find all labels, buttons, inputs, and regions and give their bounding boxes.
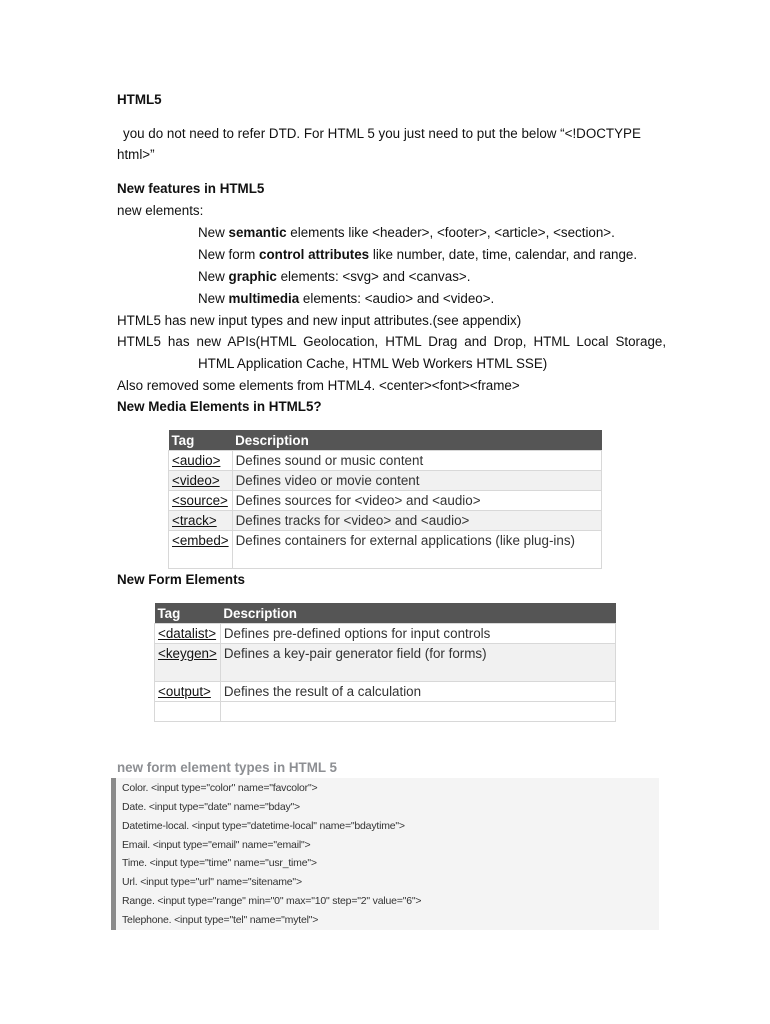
code-line: Time. <input type="time" name="usr_time"> [122, 857, 317, 869]
code-line: Date. <input type="date" name="bday"> [122, 801, 300, 813]
feature-item: New multimedia elements: <audio> and <video>. [198, 291, 495, 306]
code-line: Url. <input type="url" name="sitename"> [122, 876, 302, 888]
types-heading: new form element types in HTML 5 [117, 760, 337, 775]
table-header: Description [220, 603, 615, 624]
tag-cell [169, 471, 233, 491]
removed-text: Also removed some elements from HTML4. <center><font><frame> [117, 378, 520, 393]
empty-cell [155, 702, 221, 722]
feature-item: New semantic elements like <header>, <footer>, <article>, <section>. [198, 225, 615, 240]
page-title: HTML5 [117, 92, 162, 107]
apis-text-cont: HTML Application Cache, HTML Web Workers HTML SSE) [198, 356, 548, 371]
tag-link[interactable]: <track> [172, 513, 217, 528]
table-row [155, 702, 616, 722]
tag-link[interactable]: <datalist> [158, 626, 217, 641]
new-elements-label: new elements: [117, 203, 204, 218]
table-header: Description [232, 430, 601, 451]
tag-cell [169, 511, 233, 531]
desc-cell: Defines sound or music content [232, 451, 601, 471]
tag-cell [155, 624, 221, 644]
desc-cell: Defines pre-defined options for input controls [220, 624, 615, 644]
table-row [169, 531, 602, 569]
form-heading: New Form Elements [117, 572, 245, 587]
desc-cell: Defines containers for external applications (like plug-ins) [232, 531, 601, 569]
table-header: Tag [169, 430, 233, 451]
tag-cell [155, 682, 221, 702]
input-types-text: HTML5 has new input types and new input attributes.(see appendix) [117, 313, 522, 328]
tag-cell [169, 451, 233, 471]
media-heading: New Media Elements in HTML5? [117, 399, 322, 414]
code-line: Email. <input type="email" name="email"> [122, 839, 311, 851]
tag-link[interactable]: <embed> [172, 533, 229, 548]
empty-cell [220, 702, 615, 722]
table-row [169, 471, 602, 491]
tag-cell [155, 644, 221, 682]
tag-cell [169, 491, 233, 511]
code-example-box [111, 778, 659, 930]
tag-link[interactable]: <keygen> [158, 646, 217, 661]
code-line: Telephone. <input type="tel" name="mytel"> [122, 914, 319, 926]
intro-text-cont: html>” [117, 147, 155, 162]
tag-link[interactable]: <source> [172, 493, 228, 508]
desc-cell: Defines the result of a calculation [220, 682, 615, 702]
code-line: Color. <input type="color" name="favcolor"> [122, 782, 318, 794]
feature-item: New graphic elements: <svg> and <canvas>. [198, 269, 471, 284]
code-line: Datetime-local. <input type="datetime-local" name="bdaytime"> [122, 820, 405, 832]
tag-link[interactable]: <audio> [172, 453, 221, 468]
table-row [155, 624, 616, 644]
desc-cell: Defines video or movie content [232, 471, 601, 491]
media-elements-table [168, 430, 602, 569]
table-row [169, 451, 602, 471]
apis-text: HTML5 has new APIs(HTML Geolocation, HTML Drag and Drop, HTML Local Storage, [117, 334, 667, 349]
table-row [169, 511, 602, 531]
desc-cell: Defines a key-pair generator field (for forms) [220, 644, 615, 682]
intro-text: you do not need to refer DTD. For HTML 5 you just need to put the below “<!DOCTYPE [123, 126, 641, 141]
desc-cell: Defines sources for <video> and <audio> [232, 491, 601, 511]
tag-cell [169, 531, 233, 569]
tag-link[interactable]: <video> [172, 473, 220, 488]
table-header: Tag [155, 603, 221, 624]
form-elements-table [154, 603, 616, 722]
table-row [169, 491, 602, 511]
desc-cell: Defines tracks for <video> and <audio> [232, 511, 601, 531]
code-line: Range. <input type="range" min="0" max="10" step="2" value="6"> [122, 895, 422, 907]
feature-item: New form control attributes like number, date, time, calendar, and range. [198, 247, 638, 262]
table-row [155, 644, 616, 682]
table-row [155, 682, 616, 702]
tag-link[interactable]: <output> [158, 684, 211, 699]
features-heading: New features in HTML5 [117, 181, 265, 196]
